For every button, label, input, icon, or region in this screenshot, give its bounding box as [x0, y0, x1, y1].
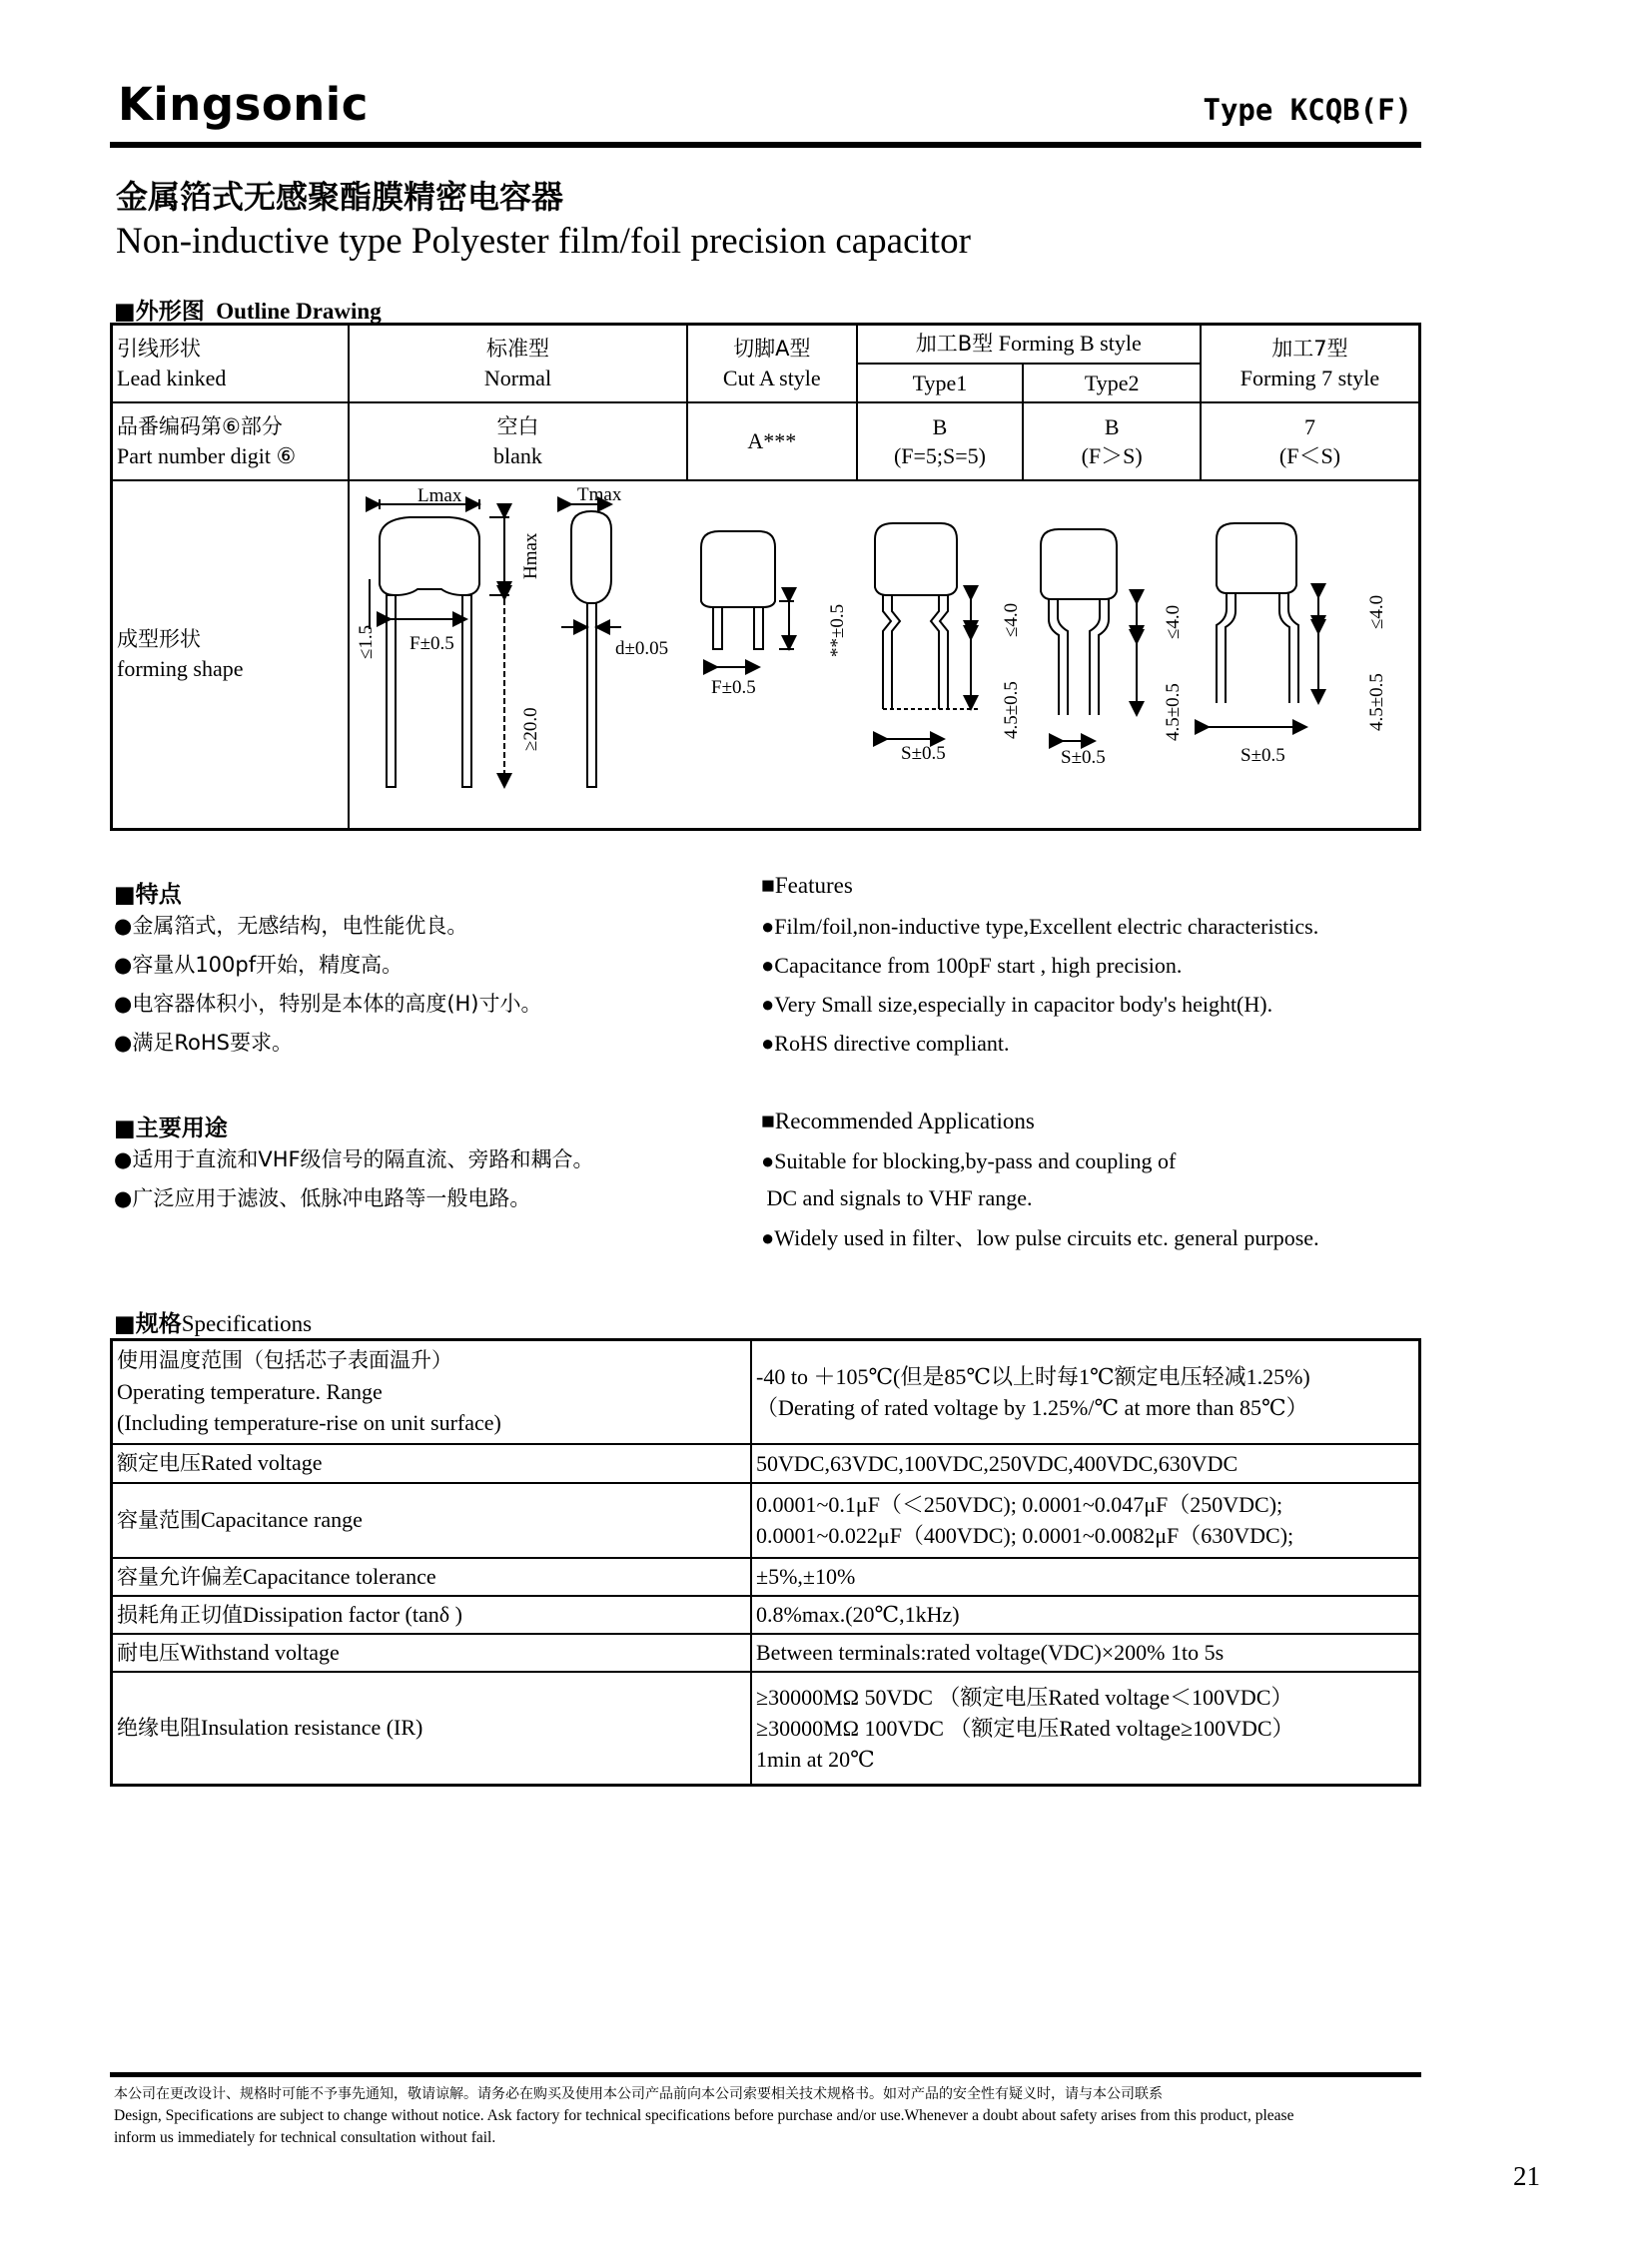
footer-disclaimer-cn: 本公司在更改设计、规格时可能不予事先通知，敬请谅解。请务必在购买及使用本公司产品前向本公司索要相关技术规格书。如对产品的安全性有疑义时，请与本公司联系	[114, 2086, 1163, 2102]
applications-heading-cn: ■主要用途	[114, 1116, 228, 1141]
spec-value: ≥30000MΩ 50VDC （额定电压Rated voltage＜100VDC） ≥30000MΩ 100VDC （额定电压Rated voltage≥100VDC） 1min at 20℃	[751, 1672, 1420, 1786]
spec-row	[112, 1444, 1420, 1483]
part-digit-7: 7 (F＜S)	[1201, 402, 1420, 480]
spec-value: 0.0001~0.1μF（＜250VDC); 0.0001~0.047μF（250VDC); 0.0001~0.022μF（400VDC); 0.0001~0.0082μF（630VDC);	[751, 1483, 1420, 1558]
outline-drawings	[350, 479, 1421, 829]
spec-row	[112, 1340, 1420, 1444]
feature-cn-1: ●金属箔式，无感结构，电性能优良。	[114, 914, 468, 938]
lead-length-label: ≤1.5	[356, 624, 377, 659]
part-digit-cut-a: A***	[687, 402, 857, 480]
cut-a-pitch-label: F±0.5	[711, 677, 756, 698]
spec-heading: ■规格Specifications	[114, 1311, 313, 1337]
hmax-label: Hmax	[520, 532, 541, 579]
feature-cn-4: ●满足RoHS要求。	[114, 1031, 293, 1055]
footer-disclaimer-en-2: inform us immediately for technical consultation without fail.	[114, 2129, 496, 2146]
b2-spacing-label: S±0.5	[1061, 747, 1106, 768]
b1-spacing-label: S±0.5	[901, 743, 946, 764]
feature-cn-2: ●容量从100pf开始，精度高。	[114, 953, 404, 977]
spec-row	[112, 1483, 1420, 1558]
footer-disclaimer-en-1: Design, Specifications are subject to change without notice. Ask factory for technical specifications before purchase and/or use.Whenever a doubt about safety arises from this product, please	[114, 2107, 1294, 2124]
type-code: Type KCQB(F)	[1203, 93, 1412, 127]
outline-heading-en: Outline Drawing	[216, 299, 382, 324]
part-digit-b-type1: B (F=5;S=5)	[857, 402, 1024, 480]
spec-table	[110, 1338, 1421, 1787]
forming-b-type2-drawing	[1041, 529, 1137, 741]
lead-min-label: ≥20.0	[520, 707, 541, 751]
spec-row	[112, 1558, 1420, 1596]
spec-value: ±5%,±10%	[751, 1558, 1420, 1596]
b1-kink-label: ≤4.0	[1001, 602, 1022, 637]
cut-a-header: 切脚A型 Cut A style	[687, 325, 857, 402]
spec-row	[112, 1596, 1420, 1634]
applications-list-en	[761, 1142, 1319, 1259]
b2-height-label: 4.5±0.5	[1163, 683, 1184, 741]
forming-7-header: 加工7型 Forming 7 style	[1201, 325, 1420, 402]
spec-value: 50VDC,63VDC,100VDC,250VDC,400VDC,630VDC	[751, 1444, 1420, 1483]
type2-header: Type2	[1023, 364, 1201, 402]
page-title-en: Non-inductive type Polyester film/foil precision capacitor	[116, 221, 971, 262]
application-en-1: ●Suitable for blocking,by-pass and coupling of	[761, 1148, 1177, 1173]
forming-shape-label: 成型形状 forming shape	[112, 480, 349, 830]
features-list-cn	[114, 907, 542, 1063]
spec-label: 损耗角正切值Dissipation factor (tanδ )	[112, 1596, 752, 1634]
f7-spacing-label: S±0.5	[1240, 745, 1285, 766]
feature-en-2: ●Capacitance from 100pF start , high precision.	[761, 953, 1183, 978]
brand-name: Kingsonic	[118, 78, 369, 131]
normal-side-drawing	[561, 504, 621, 787]
lead-diameter-label: d±0.05	[615, 638, 669, 659]
part-digit-label: 品番编码第⑥部分 Part number digit ⑥	[112, 402, 349, 480]
application-en-2: DC and signals to VHF range.	[761, 1185, 1033, 1210]
f7-height-label: 4.5±0.5	[1366, 673, 1387, 731]
applications-heading-en: ■Recommended Applications	[761, 1109, 1035, 1133]
cut-a-length-label: **±0.5	[827, 603, 848, 657]
spec-label: 耐电压Withstand voltage	[112, 1634, 752, 1672]
forming-b-header: 加工B型 Forming B style	[857, 325, 1201, 364]
b2-kink-label: ≤4.0	[1163, 604, 1184, 639]
tmax-label: Tmax	[577, 484, 622, 505]
spec-row	[112, 1672, 1420, 1786]
f-pitch-label: F±0.5	[410, 633, 454, 654]
page-title-cn: 金属箔式无感聚酯膜精密电容器	[116, 178, 564, 216]
lead-kinked-label: 引线形状 Lead kinked	[112, 325, 349, 402]
spec-label: 容量范围Capacitance range	[112, 1483, 752, 1558]
type1-header: Type1	[857, 364, 1024, 402]
spec-label: 额定电压Rated voltage	[112, 1444, 752, 1483]
outline-heading	[114, 293, 382, 326]
feature-en-4: ●RoHS directive compliant.	[761, 1031, 1010, 1056]
spec-label: 绝缘电阻Insulation resistance (IR)	[112, 1672, 752, 1786]
normal-header: 标准型 Normal	[349, 325, 687, 402]
forming-7-drawing	[1209, 523, 1318, 727]
features-list-en	[761, 907, 1318, 1063]
outline-heading-cn: ■外形图	[114, 299, 205, 325]
cut-a-drawing	[701, 531, 794, 667]
part-digit-b-type2: B (F＞S)	[1023, 402, 1201, 480]
b1-height-label: 4.5±0.5	[1001, 681, 1022, 739]
spec-value: Between terminals:rated voltage(VDC)×200% 1to 5s	[751, 1634, 1420, 1672]
part-digit-normal: 空白 blank	[349, 402, 687, 480]
feature-en-3: ●Very Small size,especially in capacitor body's height(H).	[761, 992, 1273, 1017]
header-rule	[110, 142, 1421, 148]
application-cn-2: ●广泛应用于滤波、低脉冲电路等一般电路。	[114, 1186, 531, 1210]
features-heading-en: ■Features	[761, 873, 853, 898]
feature-cn-3: ●电容器体积小，特别是本体的高度(H)寸小。	[114, 992, 542, 1016]
features-heading-cn: ■特点	[114, 882, 182, 908]
spec-value: 0.8%max.(20℃,1kHz)	[751, 1596, 1420, 1634]
spec-value: -40 to ＋105℃(但是85℃以上时每1℃额定电压轻减1.25%) （Derating of rated voltage by 1.25%/℃ at more than 85℃）	[751, 1340, 1420, 1444]
f7-kink-label: ≤4.0	[1366, 594, 1387, 629]
spec-label: 使用温度范围（包括芯子表面温升） Operating temperature. Range (Including temperature-rise on unit surface)	[112, 1340, 752, 1444]
feature-en-1: ●Film/foil,non-inductive type,Excellent electric characteristics.	[761, 914, 1319, 939]
spec-label: 容量允许偏差Capacitance tolerance	[112, 1558, 752, 1596]
lmax-label: Lmax	[417, 485, 462, 506]
forming-b-type1-drawing	[875, 523, 979, 739]
application-cn-1: ●适用于直流和VHF级信号的隔直流、旁路和耦合。	[114, 1147, 594, 1171]
footer-rule	[110, 2072, 1421, 2077]
page-number: 21	[1513, 2161, 1540, 2191]
applications-list-cn	[114, 1140, 594, 1218]
application-en-3: ●Widely used in filter、low pulse circuits etc. general purpose.	[761, 1225, 1319, 1250]
spec-row	[112, 1634, 1420, 1672]
